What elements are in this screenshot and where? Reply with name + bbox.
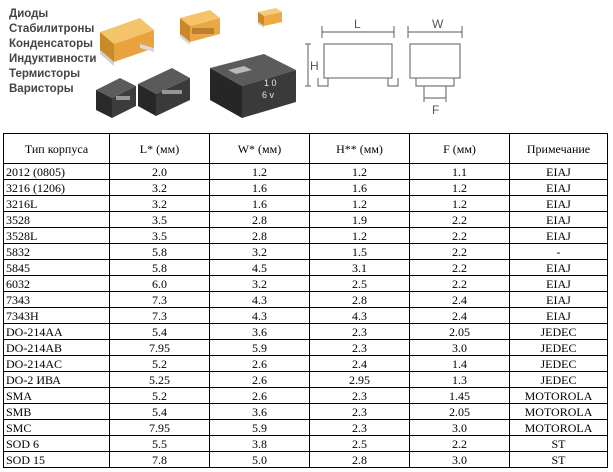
table-cell: 3528: [4, 212, 110, 228]
column-header: W* (мм): [210, 134, 310, 164]
column-header: Тип корпуса: [4, 134, 110, 164]
table-cell: 1.2: [310, 164, 410, 180]
table-cell: 2.6: [210, 372, 310, 388]
table-cell: 5832: [4, 244, 110, 260]
table-cell: 6032: [4, 276, 110, 292]
table-cell: 1.2: [410, 180, 510, 196]
table-cell: 3216 (1206): [4, 180, 110, 196]
table-cell: SMA: [4, 388, 110, 404]
table-cell: 1.2: [410, 196, 510, 212]
table-row: [4, 276, 608, 292]
table-cell: 3528L: [4, 228, 110, 244]
table-cell: 4.3: [210, 292, 310, 308]
table-cell: JEDEC: [510, 340, 608, 356]
table-cell: 2.2: [410, 244, 510, 260]
table-cell: 2.05: [410, 324, 510, 340]
table-cell: 7.3: [110, 292, 210, 308]
table-cell: 1.3: [410, 372, 510, 388]
table-header-row: [4, 134, 608, 164]
table-cell: 5.5: [110, 436, 210, 452]
table-cell: SOD 15: [4, 452, 110, 468]
table-cell: DO-214AB: [4, 340, 110, 356]
table-cell: 3.2: [210, 276, 310, 292]
column-header: Примечание: [510, 134, 608, 164]
table-cell: 2.6: [210, 388, 310, 404]
table-cell: 5.4: [110, 324, 210, 340]
table-cell: DO-2 ИВА: [4, 372, 110, 388]
table-cell: 3.0: [410, 452, 510, 468]
table-cell: DO-214AC: [4, 356, 110, 372]
table-cell: 3.0: [410, 420, 510, 436]
table-cell: 7343H: [4, 308, 110, 324]
table-row: [4, 164, 608, 180]
table-row: [4, 180, 608, 196]
table-cell: SMC: [4, 420, 110, 436]
table-cell: 2.8: [210, 212, 310, 228]
table-cell: EIAJ: [510, 164, 608, 180]
table-cell: 4.3: [310, 308, 410, 324]
table-cell: 1.9: [310, 212, 410, 228]
table-cell: 2.2: [410, 260, 510, 276]
table-cell: 2.5: [310, 436, 410, 452]
orange-capacitor-medium: [180, 10, 220, 45]
label-width: W: [432, 17, 444, 31]
table-cell: EIAJ: [510, 228, 608, 244]
table-row: [4, 388, 608, 404]
table-cell: 2.8: [310, 452, 410, 468]
table-cell: 3.1: [310, 260, 410, 276]
category-item: Диоды: [9, 8, 49, 20]
table-cell: 5.25: [110, 372, 210, 388]
table-cell: -: [510, 244, 608, 260]
table-cell: 3.2: [110, 180, 210, 196]
table-cell: JEDEC: [510, 324, 608, 340]
table-cell: 3.2: [110, 196, 210, 212]
table-cell: SMB: [4, 404, 110, 420]
package-dimensions-table-container: [3, 133, 607, 468]
table-row: [4, 212, 608, 228]
table-cell: JEDEC: [510, 356, 608, 372]
table-cell: 2.4: [410, 308, 510, 324]
header-banner: [0, 0, 613, 130]
column-header: L* (мм): [110, 134, 210, 164]
table-cell: 2.2: [410, 212, 510, 228]
table-cell: ST: [510, 452, 608, 468]
table-cell: 1.5: [310, 244, 410, 260]
column-header: H** (мм): [310, 134, 410, 164]
table-body: [4, 164, 608, 468]
table-cell: 7343: [4, 292, 110, 308]
table-cell: 4.3: [210, 308, 310, 324]
table-cell: JEDEC: [510, 372, 608, 388]
table-cell: 2.2: [410, 228, 510, 244]
table-cell: 5.8: [110, 244, 210, 260]
table-cell: 5.4: [110, 404, 210, 420]
table-cell: SOD 6: [4, 436, 110, 452]
category-item: Термисторы: [9, 68, 81, 80]
table-cell: 2.0: [110, 164, 210, 180]
table-cell: MOTOROLA: [510, 420, 608, 436]
table-cell: 4.5: [210, 260, 310, 276]
table-cell: 1.6: [210, 196, 310, 212]
label-height: H: [310, 59, 319, 73]
table-cell: 2.2: [410, 276, 510, 292]
table-row: [4, 356, 608, 372]
svg-text:1 0: 1 0: [264, 78, 277, 88]
table-cell: 5845: [4, 260, 110, 276]
table-cell: 2.5: [310, 276, 410, 292]
table-row: [4, 340, 608, 356]
label-length: L: [354, 17, 361, 31]
table-cell: 2.05: [410, 404, 510, 420]
table-row: [4, 404, 608, 420]
column-header: F (мм): [410, 134, 510, 164]
table-cell: 5.2: [110, 356, 210, 372]
category-item: Стабилитроны: [9, 23, 95, 35]
table-cell: 2.3: [310, 420, 410, 436]
table-cell: EIAJ: [510, 180, 608, 196]
table-cell: EIAJ: [510, 212, 608, 228]
table-cell: 2.2: [410, 436, 510, 452]
table-cell: 2.8: [310, 292, 410, 308]
dark-capacitor-large: [210, 54, 296, 118]
dark-diode-middle: [138, 68, 190, 116]
table-cell: 1.1: [410, 164, 510, 180]
table-cell: 1.6: [210, 180, 310, 196]
table-cell: 2.3: [310, 404, 410, 420]
table-cell: 7.95: [110, 340, 210, 356]
table-cell: 7.3: [110, 308, 210, 324]
table-cell: 1.2: [210, 164, 310, 180]
table-cell: 2.6: [210, 356, 310, 372]
label-foot: F: [432, 103, 440, 117]
table-cell: 2.3: [310, 388, 410, 404]
table-cell: 3.2: [210, 244, 310, 260]
table-cell: 5.9: [210, 340, 310, 356]
table-row: [4, 196, 608, 212]
table-cell: MOTOROLA: [510, 388, 608, 404]
table-row: [4, 228, 608, 244]
component-category-list: [9, 7, 97, 97]
table-row: [4, 292, 608, 308]
table-cell: 7.95: [110, 420, 210, 436]
table-row: [4, 324, 608, 340]
table-cell: 5.8: [110, 260, 210, 276]
table-cell: 7.8: [110, 452, 210, 468]
table-cell: 5.0: [210, 452, 310, 468]
table-cell: 2.4: [310, 356, 410, 372]
svg-text:6 v: 6 v: [262, 90, 275, 100]
table-row: [4, 244, 608, 260]
table-cell: 3.5: [110, 228, 210, 244]
package-dimension-drawing: [304, 4, 474, 126]
orange-capacitor-small: [258, 8, 282, 28]
table-cell: ST: [510, 436, 608, 452]
table-cell: EIAJ: [510, 260, 608, 276]
table-row: [4, 420, 608, 436]
table-cell: 1.45: [410, 388, 510, 404]
table-cell: 1.4: [410, 356, 510, 372]
table-row: [4, 308, 608, 324]
table-cell: 3.5: [110, 212, 210, 228]
table-cell: 2012 (0805): [4, 164, 110, 180]
orange-capacitor-large: [100, 18, 154, 66]
table-cell: 3.0: [410, 340, 510, 356]
table-cell: 2.95: [310, 372, 410, 388]
table-cell: 3.6: [210, 324, 310, 340]
category-item: Варисторы: [9, 83, 74, 95]
table-cell: EIAJ: [510, 292, 608, 308]
components-photo: [92, 4, 304, 126]
table-row: [4, 260, 608, 276]
table-cell: 5.2: [110, 388, 210, 404]
table-cell: 6.0: [110, 276, 210, 292]
table-cell: 2.8: [210, 228, 310, 244]
table-cell: EIAJ: [510, 196, 608, 212]
table-cell: 1.2: [310, 196, 410, 212]
package-dimensions-table: [3, 133, 608, 468]
table-cell: 3.8: [210, 436, 310, 452]
table-cell: 2.3: [310, 340, 410, 356]
table-cell: 2.3: [310, 324, 410, 340]
table-cell: EIAJ: [510, 276, 608, 292]
table-row: [4, 452, 608, 468]
table-cell: 3.6: [210, 404, 310, 420]
table-cell: 1.2: [310, 228, 410, 244]
category-item: Индуктивности: [9, 53, 97, 65]
category-item: Конденсаторы: [9, 38, 93, 50]
table-row: [4, 372, 608, 388]
table-cell: MOTOROLA: [510, 404, 608, 420]
dark-diode-left: [96, 78, 136, 118]
table-cell: DO-214AA: [4, 324, 110, 340]
table-cell: EIAJ: [510, 308, 608, 324]
table-row: [4, 436, 608, 452]
table-cell: 2.4: [410, 292, 510, 308]
table-cell: 1.6: [310, 180, 410, 196]
table-cell: 3216L: [4, 196, 110, 212]
table-cell: 5.9: [210, 420, 310, 436]
